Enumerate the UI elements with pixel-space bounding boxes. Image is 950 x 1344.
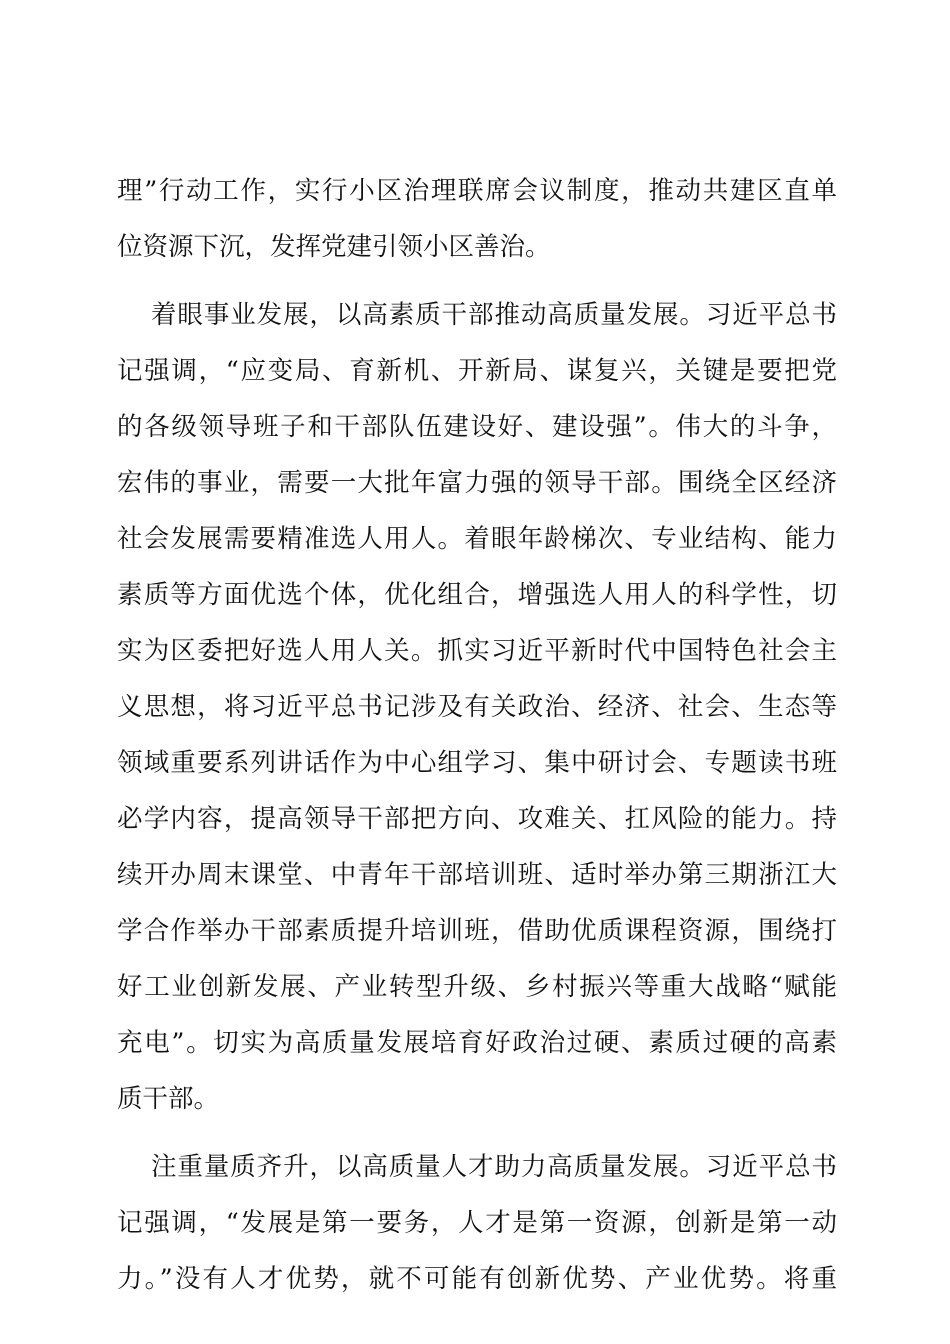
text-line: 学合作举办干部素质提升培训班，借助优质课程资源，围绕打 — [117, 916, 837, 946]
text-line: 素质等方面优选个体，优化组合，增强选人用人的科学性，切 — [117, 580, 837, 610]
text-line: 充电”。切实为高质量发展培育好政治过硬、素质过硬的高素 — [117, 1028, 837, 1058]
text-line: 必学内容，提高领导干部把方向、攻难关、扛风险的能力。持 — [117, 804, 837, 834]
text-line: 宏伟的事业，需要一大批年富力强的领导干部。围绕全区经济 — [117, 468, 837, 498]
text-line: 的各级领导班子和干部队伍建设好、建设强”。伟大的斗争， — [117, 412, 837, 442]
text-line: 力。”没有人才优势，就不可能有创新优势、产业优势。将重 — [117, 1264, 837, 1294]
text-line: 质干部。 — [117, 1084, 220, 1114]
text-line: 社会发展需要精准选人用人。着眼年龄梯次、专业结构、能力 — [117, 524, 837, 554]
text-line: 好工业创新发展、产业转型升级、乡村振兴等重大战略“赋能 — [117, 972, 837, 1002]
body-text — [117, 163, 837, 1319]
text-line: 注重量质齐升，以高质量人才助力高质量发展。习近平总书 — [151, 1152, 837, 1182]
text-line: 领域重要系列讲话作为中心组学习、集中研讨会、专题读书班 — [117, 748, 837, 778]
paragraph-1 — [117, 163, 837, 275]
paragraph-2 — [117, 287, 837, 1127]
text-line: 实为区委把好选人用人关。抓实习近平新时代中国特色社会主 — [117, 636, 837, 666]
text-line: 续开办周末课堂、中青年干部培训班、适时举办第三期浙江大 — [117, 860, 837, 890]
text-line: 义思想，将习近平总书记涉及有关政治、经济、社会、生态等 — [117, 692, 837, 722]
text-line: 记强调，“发展是第一要务，人才是第一资源，创新是第一动 — [117, 1208, 837, 1238]
text-line: 理”行动工作，实行小区治理联席会议制度，推动共建区直单 — [117, 176, 837, 206]
paragraph-3 — [117, 1139, 837, 1307]
text-line: 记强调，“应变局、育新机、开新局、谋复兴，关键是要把党 — [117, 356, 837, 386]
text-line: 位资源下沉，发挥党建引领小区善治。 — [117, 232, 551, 262]
text-line: 着眼事业发展，以高素质干部推动高质量发展。习近平总书 — [151, 300, 837, 330]
